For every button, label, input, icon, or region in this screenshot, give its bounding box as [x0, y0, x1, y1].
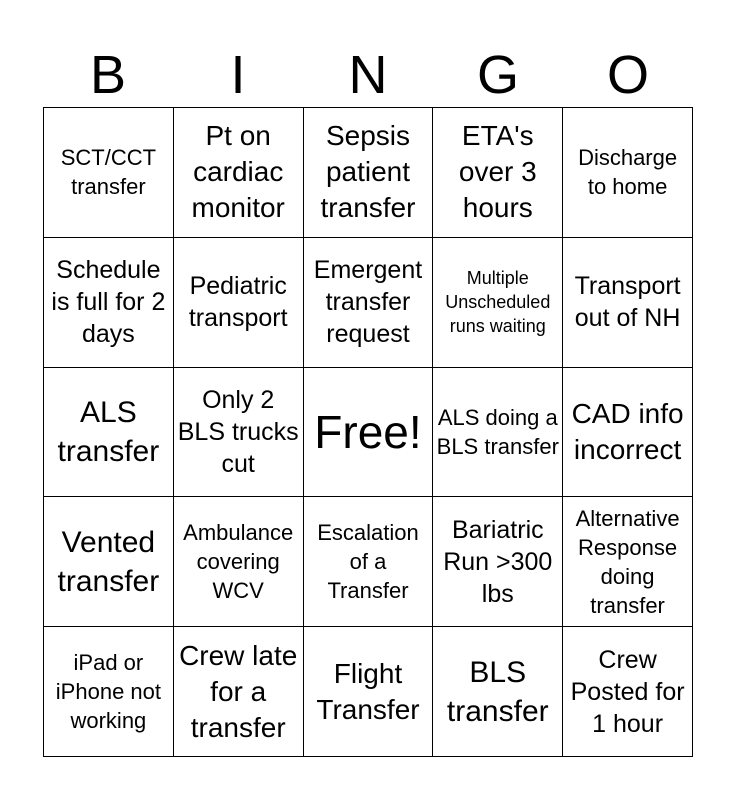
bingo-cell[interactable]: [433, 497, 563, 627]
cell-text: ALS doing a BLS transfer: [436, 404, 559, 459]
free-space-text: Free!: [314, 405, 422, 458]
bingo-cell[interactable]: [563, 627, 693, 757]
header-letter-g: G: [476, 45, 519, 105]
bingo-cell[interactable]: [304, 627, 434, 757]
cell-text: ETA's over 3 hours: [458, 120, 537, 224]
cell-text: Schedule is full for 2 days: [51, 256, 166, 349]
bingo-cell[interactable]: [433, 108, 563, 238]
cell-text: BLS transfer: [446, 655, 549, 728]
cell-text: Discharge to home: [578, 145, 678, 200]
bingo-cell[interactable]: [433, 238, 563, 368]
bingo-cell[interactable]: [433, 627, 563, 757]
cell-text: Vented transfer: [57, 525, 160, 598]
cell-text: Ambulance covering WCV: [183, 520, 294, 604]
bingo-cell[interactable]: [563, 238, 693, 368]
bingo-cell[interactable]: [563, 108, 693, 238]
cell-text: Pediatric transport: [188, 272, 288, 333]
bingo-cell[interactable]: [563, 368, 693, 498]
cell-text: Flight Transfer: [316, 657, 420, 725]
cell-text: iPad or iPhone not working: [55, 650, 161, 734]
bingo-cell[interactable]: [44, 497, 174, 627]
bingo-cell[interactable]: [44, 108, 174, 238]
cell-text: Transport out of NH: [574, 272, 681, 333]
cell-text: Pt on cardiac monitor: [191, 120, 285, 224]
header-letter-n: N: [348, 45, 388, 105]
bingo-header: [43, 44, 693, 106]
bingo-cell[interactable]: [44, 368, 174, 498]
cell-text: Bariatric Run >300 lbs: [443, 515, 553, 608]
cell-text: Crew late for a transfer: [179, 639, 298, 743]
cell-text: Escalation of a Transfer: [317, 520, 419, 604]
cell-text: SCT/CCT transfer: [60, 145, 157, 200]
cell-text: Multiple Unscheduled runs waiting: [445, 268, 551, 337]
bingo-cell[interactable]: [304, 497, 434, 627]
bingo-cell[interactable]: [174, 108, 304, 238]
cell-text: Sepsis patient transfer: [320, 120, 416, 224]
cell-text: Alternative Response doing transfer: [575, 505, 680, 618]
bingo-cell[interactable]: [433, 368, 563, 498]
cell-text: ALS transfer: [57, 395, 160, 468]
free-space-cell[interactable]: [304, 368, 434, 498]
bingo-card-grid: [43, 107, 693, 757]
bingo-cell[interactable]: [174, 627, 304, 757]
bingo-cell[interactable]: [44, 238, 174, 368]
bingo-cell[interactable]: [174, 238, 304, 368]
bingo-cell[interactable]: [304, 238, 434, 368]
bingo-cell[interactable]: [304, 108, 434, 238]
bingo-cell[interactable]: [44, 627, 174, 757]
header-letter-i: I: [230, 45, 246, 105]
cell-text: CAD info incorrect: [571, 397, 684, 465]
cell-text: Emergent transfer request: [313, 256, 423, 349]
bingo-cell[interactable]: [563, 497, 693, 627]
cell-text: Only 2 BLS trucks cut: [177, 385, 299, 478]
bingo-cell[interactable]: [174, 497, 304, 627]
cell-text: Crew Posted for 1 hour: [570, 645, 685, 738]
header-letter-o: O: [606, 45, 649, 105]
bingo-cell[interactable]: [174, 368, 304, 498]
header-letter-b: B: [89, 45, 127, 105]
